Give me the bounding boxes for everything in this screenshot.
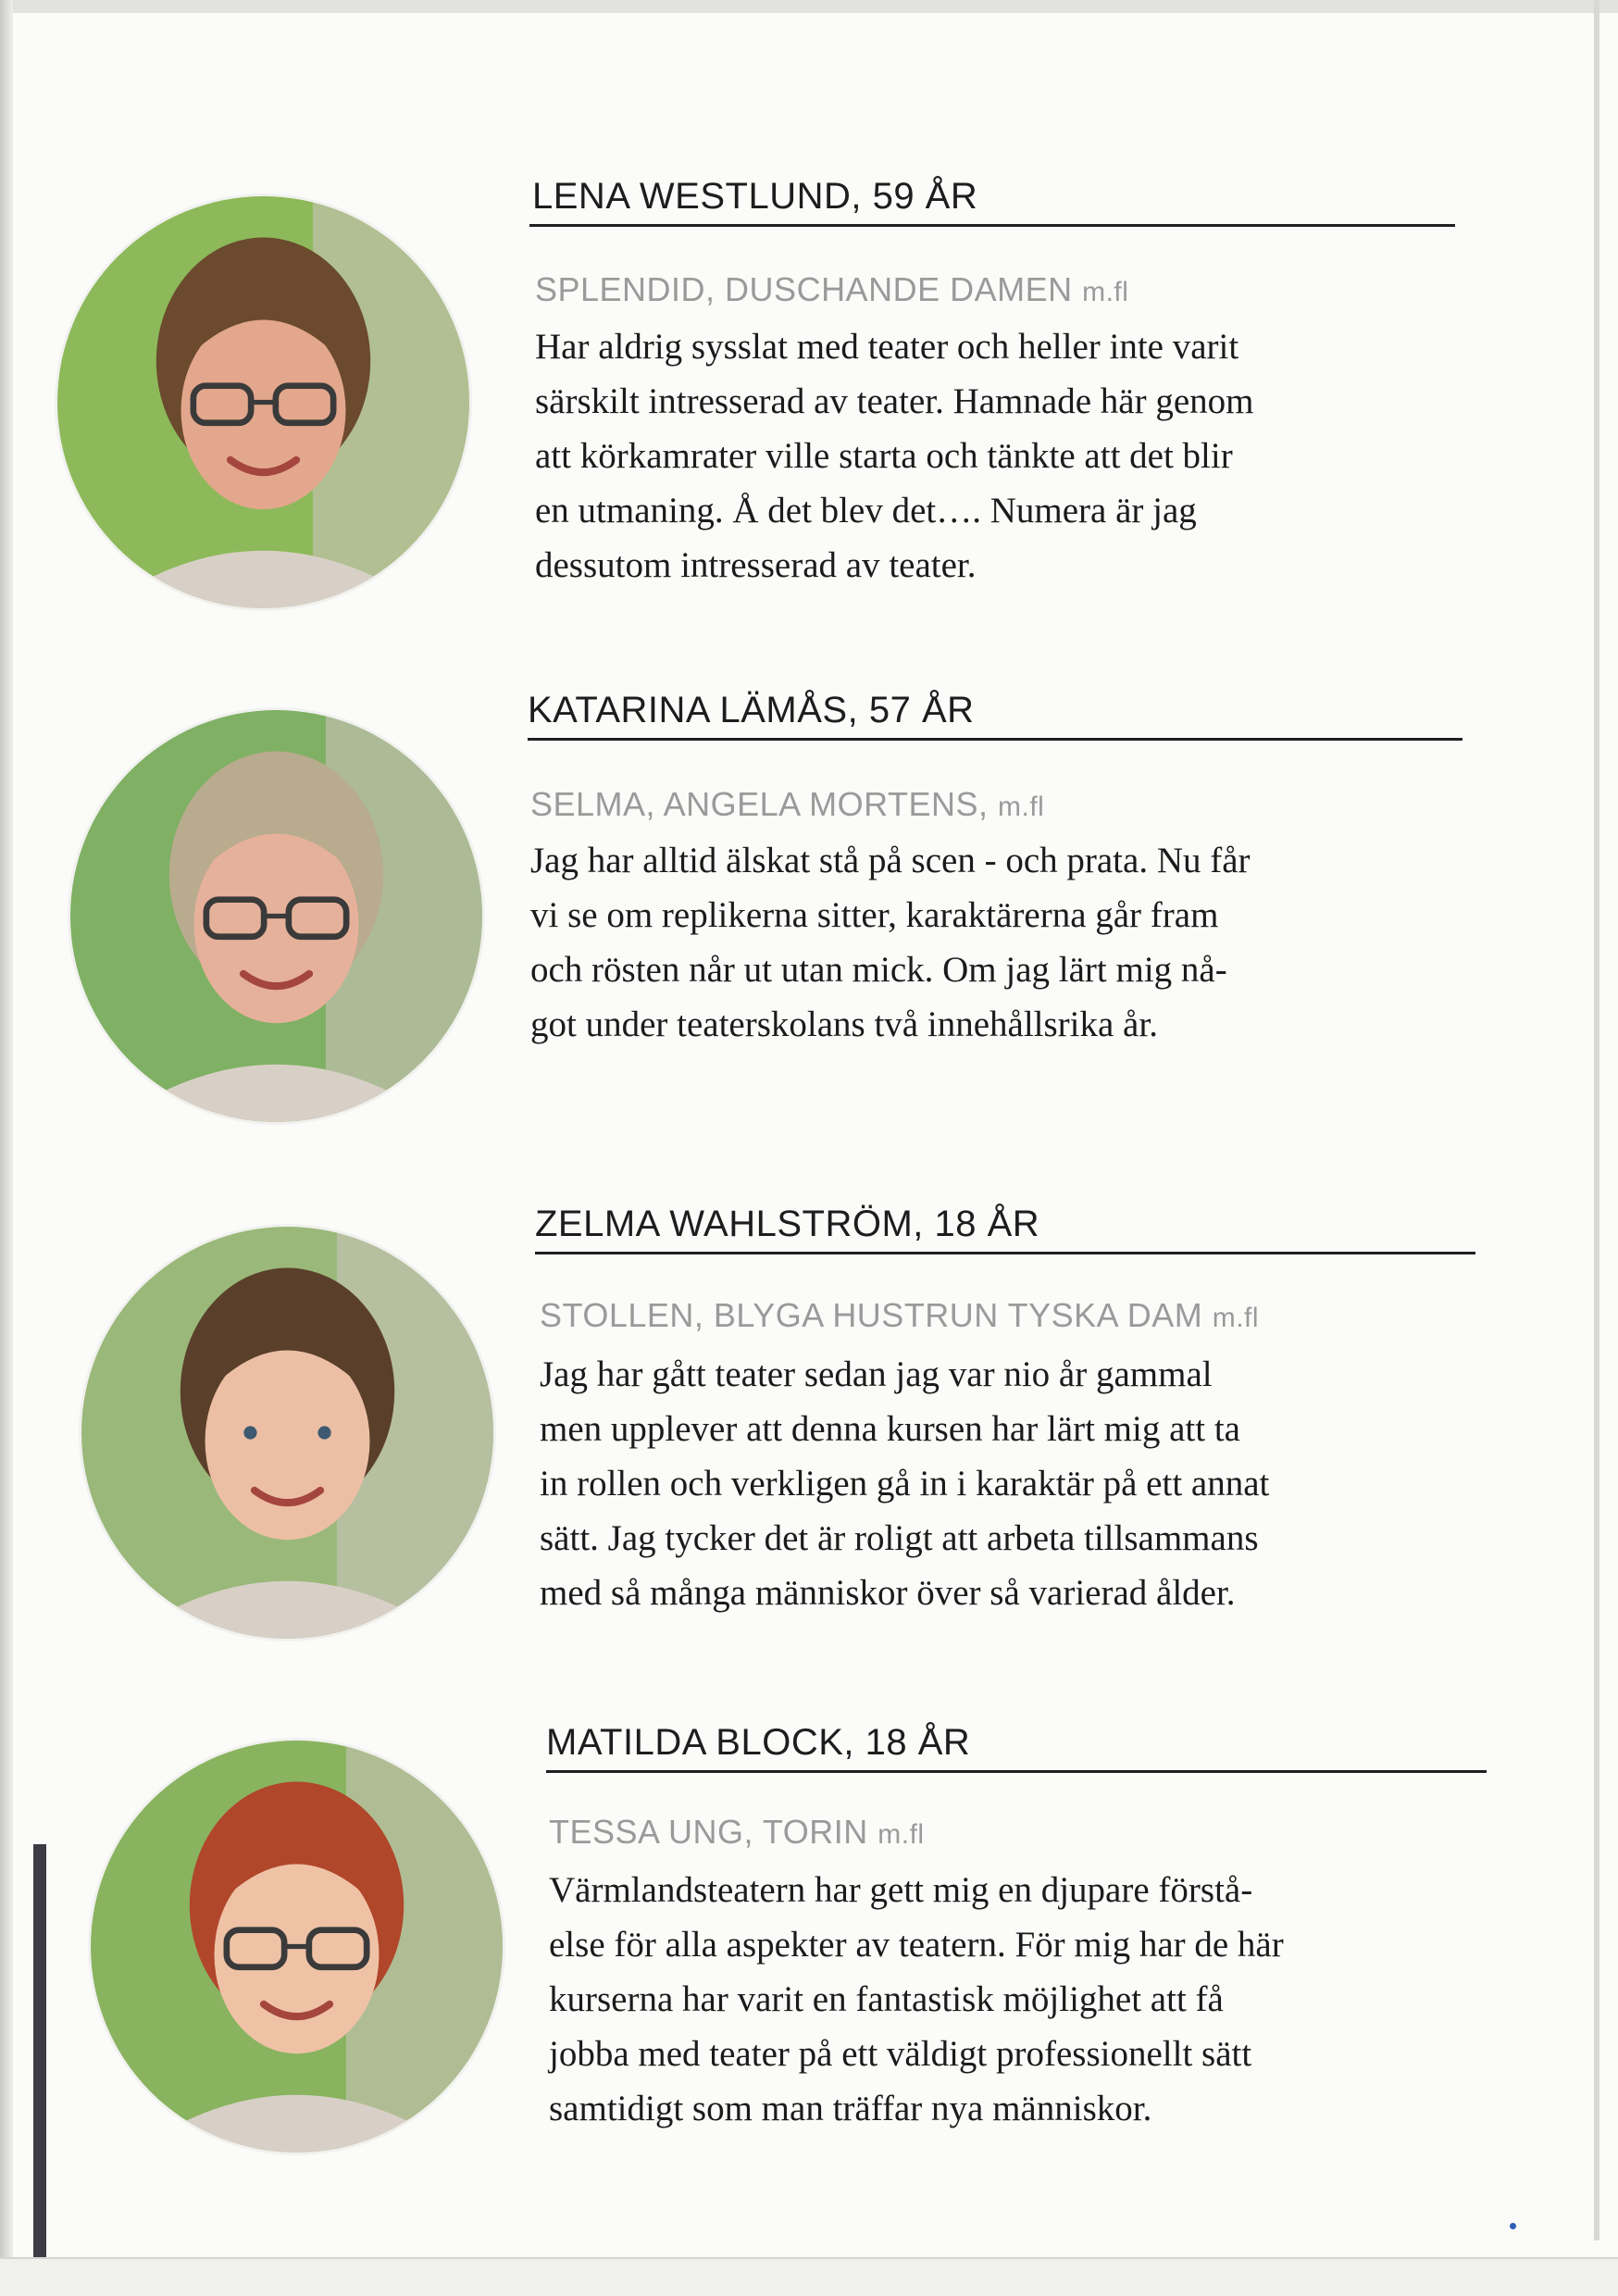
page-mark — [1510, 2223, 1516, 2229]
portrait-photo — [57, 196, 469, 608]
bio-text: Värmlandsteatern har gett mig en djupare förstå- else för alla aspekter av teatern. För mig har de här kurserna har varit en fantastisk möjlighet att få jobba med teater på ett väldigt professionellt sätt samtidigt som man träffar nya människor. — [549, 1870, 1284, 2128]
page-binding-edge — [33, 1844, 46, 2270]
role-list: STOLLEN, BLYGA HUSTRUN TYSKA DAM m.fl — [540, 1296, 1260, 1334]
role-list: SPLENDID, DUSCHANDE DAMEN m.fl — [535, 270, 1129, 308]
page-bottom-edge — [0, 2257, 1618, 2296]
person-name: MATILDA BLOCK, 18 ÅR — [546, 1722, 971, 1763]
person-name: KATARINA LÄMÅS, 57 ÅR — [528, 690, 975, 730]
person-name: ZELMA WAHLSTRÖM, 18 ÅR — [535, 1204, 1040, 1244]
page-left-edge — [0, 0, 13, 2296]
person-name: LENA WESTLUND, 59 ÅR — [532, 176, 978, 217]
name-divider — [528, 738, 1462, 741]
portrait-photo — [81, 1227, 493, 1639]
portrait-photo — [91, 1741, 503, 2152]
portrait-photo-drawing — [57, 196, 469, 608]
role-list: SELMA, ANGELA MORTENS, m.fl — [530, 785, 1045, 823]
name-divider — [546, 1770, 1487, 1773]
bio-text: Har aldrig sysslat med teater och heller inte varit särskilt intresserad av teater. Hamnade här genom att körkamrater ville starta och tänkte att det blir en utmaning. Å det blev det…. Numera är jag dessutom intresserad av teater. — [535, 327, 1254, 585]
role-list: TESSA UNG, TORIN m.fl — [549, 1813, 925, 1851]
name-divider — [529, 224, 1455, 227]
bio-text: Jag har alltid älskat stå på scen - och prata. Nu får vi se om replikerna sitter, karaktärerna går fram och rösten når ut utan mick. Om jag lärt mig nå- got under teaterskolans två innehållsrika år. — [530, 841, 1251, 1044]
portrait-photo-drawing — [81, 1227, 493, 1639]
bio-text: Jag har gått teater sedan jag var nio år gammal men upplever att denna kursen har lärt mig att ta in rollen och verkligen gå in i karaktär på ett annat sätt. Jag tycker det är roligt att arbeta tillsammans med så många människor över så varierad ålder. — [540, 1354, 1270, 1613]
page-top-edge — [0, 0, 1618, 13]
page-right-edge — [1594, 0, 1599, 2240]
name-divider — [535, 1252, 1475, 1254]
portrait-photo-drawing — [70, 710, 482, 1122]
portrait-photo — [70, 710, 482, 1122]
portrait-photo-drawing — [91, 1741, 503, 2152]
